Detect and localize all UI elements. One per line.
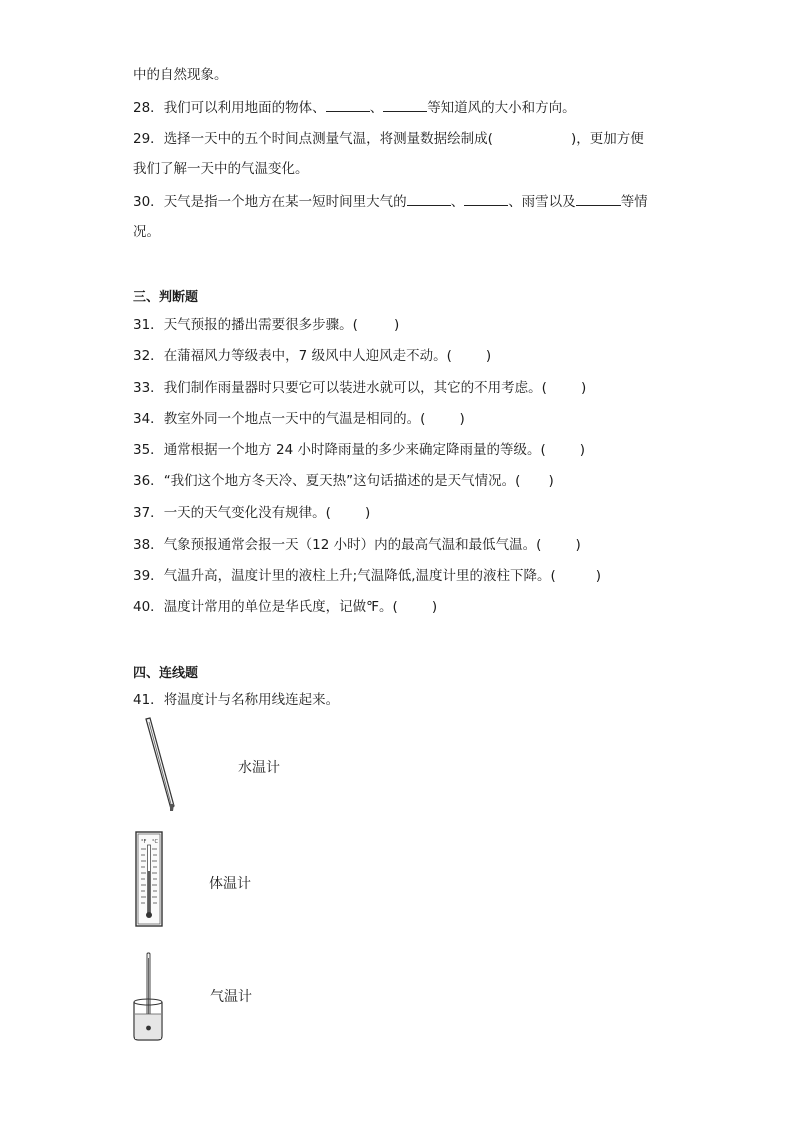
q31-text: 天气预报的播出需要很多步骤。( bbox=[163, 317, 358, 333]
question-29 bbox=[133, 130, 644, 148]
question-39 bbox=[133, 567, 601, 585]
question-32 bbox=[133, 347, 491, 365]
q34-number: 34． bbox=[133, 411, 164, 427]
q33-text: 我们制作雨量器时只要它可以装进水就可以，其它的不用考虑。( bbox=[163, 380, 547, 396]
section-matching-title: 四、连线题 bbox=[133, 666, 199, 681]
q30-text-d: 等情 bbox=[620, 194, 648, 210]
question-35 bbox=[133, 441, 585, 459]
clinical-thermometer-icon[interactable] bbox=[138, 716, 182, 814]
q29-number: 29． bbox=[133, 131, 164, 147]
q30-blank-1[interactable] bbox=[407, 192, 451, 206]
question-40 bbox=[133, 598, 437, 616]
q38-number: 38． bbox=[133, 537, 164, 553]
q28-text-a: 我们可以利用地面的物体、 bbox=[163, 100, 326, 116]
q38-close: ) bbox=[575, 537, 581, 553]
q35-text: 通常根据一个地方 24 小时降雨量的多少来确定降雨量的等级。( bbox=[163, 442, 546, 458]
q35-close: ) bbox=[579, 442, 585, 458]
q29-text-b: )，更加方便 bbox=[570, 131, 644, 147]
q29-line2: 我们了解一天中的气温变化。 bbox=[133, 161, 309, 177]
q31-close: ) bbox=[393, 317, 400, 333]
q41-number: 41． bbox=[133, 692, 164, 708]
q32-number: 32． bbox=[133, 348, 164, 364]
q32-text: 在蒲福风力等级表中，7 级风中人迎风走不动。( bbox=[163, 348, 452, 364]
q28-blank-2[interactable] bbox=[383, 98, 427, 112]
q37-close: ) bbox=[364, 505, 371, 521]
q31-number: 31． bbox=[133, 317, 164, 333]
q33-number: 33． bbox=[133, 380, 164, 396]
q40-close: ) bbox=[431, 599, 438, 615]
svg-text:°F: °F bbox=[141, 839, 147, 845]
q28-text-c: 等知道风的大小和方向。 bbox=[427, 100, 576, 116]
question-33 bbox=[133, 379, 586, 397]
q30-text-c: 、雨雪以及 bbox=[508, 194, 576, 210]
question-41 bbox=[133, 691, 339, 709]
q28-number: 28． bbox=[133, 100, 164, 116]
q39-text: 气温升高，温度计里的液柱上升;气温降低,温度计里的液柱下降。( bbox=[163, 568, 556, 584]
q30-text-b: 、 bbox=[450, 194, 465, 210]
q38-text: 气象预报通常会报一天（12 小时）内的最高气温和最低气温。( bbox=[163, 537, 542, 553]
q37-text: 一天的天气变化没有规律。( bbox=[163, 505, 331, 521]
wall-thermometer-icon[interactable] bbox=[135, 831, 163, 927]
question-34 bbox=[133, 410, 465, 428]
question-36 bbox=[133, 472, 554, 490]
q30-number: 30． bbox=[133, 194, 164, 210]
q40-number: 40． bbox=[133, 599, 164, 615]
q37-number: 37． bbox=[133, 505, 164, 521]
q33-close: ) bbox=[580, 380, 587, 396]
q35-number: 35． bbox=[133, 442, 164, 458]
q28-text-b: 、 bbox=[369, 100, 384, 116]
q41-text: 将温度计与名称用线连起来。 bbox=[163, 692, 340, 708]
beaker-thermometer-icon[interactable] bbox=[131, 952, 165, 1042]
q40-text: 温度计常用的单位是华氏度，记做℉。( bbox=[163, 599, 398, 615]
q34-text: 教室外同一个地点一天中的气温是相同的。( bbox=[163, 411, 426, 427]
q30-blank-2[interactable] bbox=[464, 192, 508, 206]
q36-text: “我们这个地方冬天冷、夏天热”这句话描述的是天气情况。( bbox=[163, 473, 521, 489]
q32-close: ) bbox=[485, 348, 492, 364]
q36-close: ) bbox=[548, 473, 554, 489]
q30-blank-3[interactable] bbox=[576, 192, 621, 206]
q36-number: 36． bbox=[133, 473, 164, 489]
q34-close: ) bbox=[459, 411, 465, 427]
q28-blank-1[interactable] bbox=[326, 98, 370, 112]
question-31 bbox=[133, 316, 399, 334]
section-judgement-title: 三、判断题 bbox=[133, 290, 199, 305]
svg-text:°C: °C bbox=[152, 839, 158, 845]
question-37 bbox=[133, 504, 370, 522]
label-water-thermometer[interactable]: 水温计 bbox=[238, 760, 280, 776]
q39-close: ) bbox=[595, 568, 602, 584]
q39-number: 39． bbox=[133, 568, 164, 584]
q27-tail: 中的自然现象。 bbox=[133, 67, 228, 83]
question-38 bbox=[133, 536, 581, 554]
q29-text-a: 选择一天中的五个时间点测量气温，将测量数据绘制成( bbox=[163, 131, 493, 147]
question-30 bbox=[133, 192, 648, 211]
label-body-thermometer[interactable]: 体温计 bbox=[209, 876, 251, 892]
q30-line2: 况。 bbox=[133, 224, 160, 240]
label-air-thermometer[interactable]: 气温计 bbox=[210, 989, 252, 1005]
question-28 bbox=[133, 98, 576, 117]
q30-text-a: 天气是指一个地方在某一短时间里大气的 bbox=[163, 194, 407, 210]
